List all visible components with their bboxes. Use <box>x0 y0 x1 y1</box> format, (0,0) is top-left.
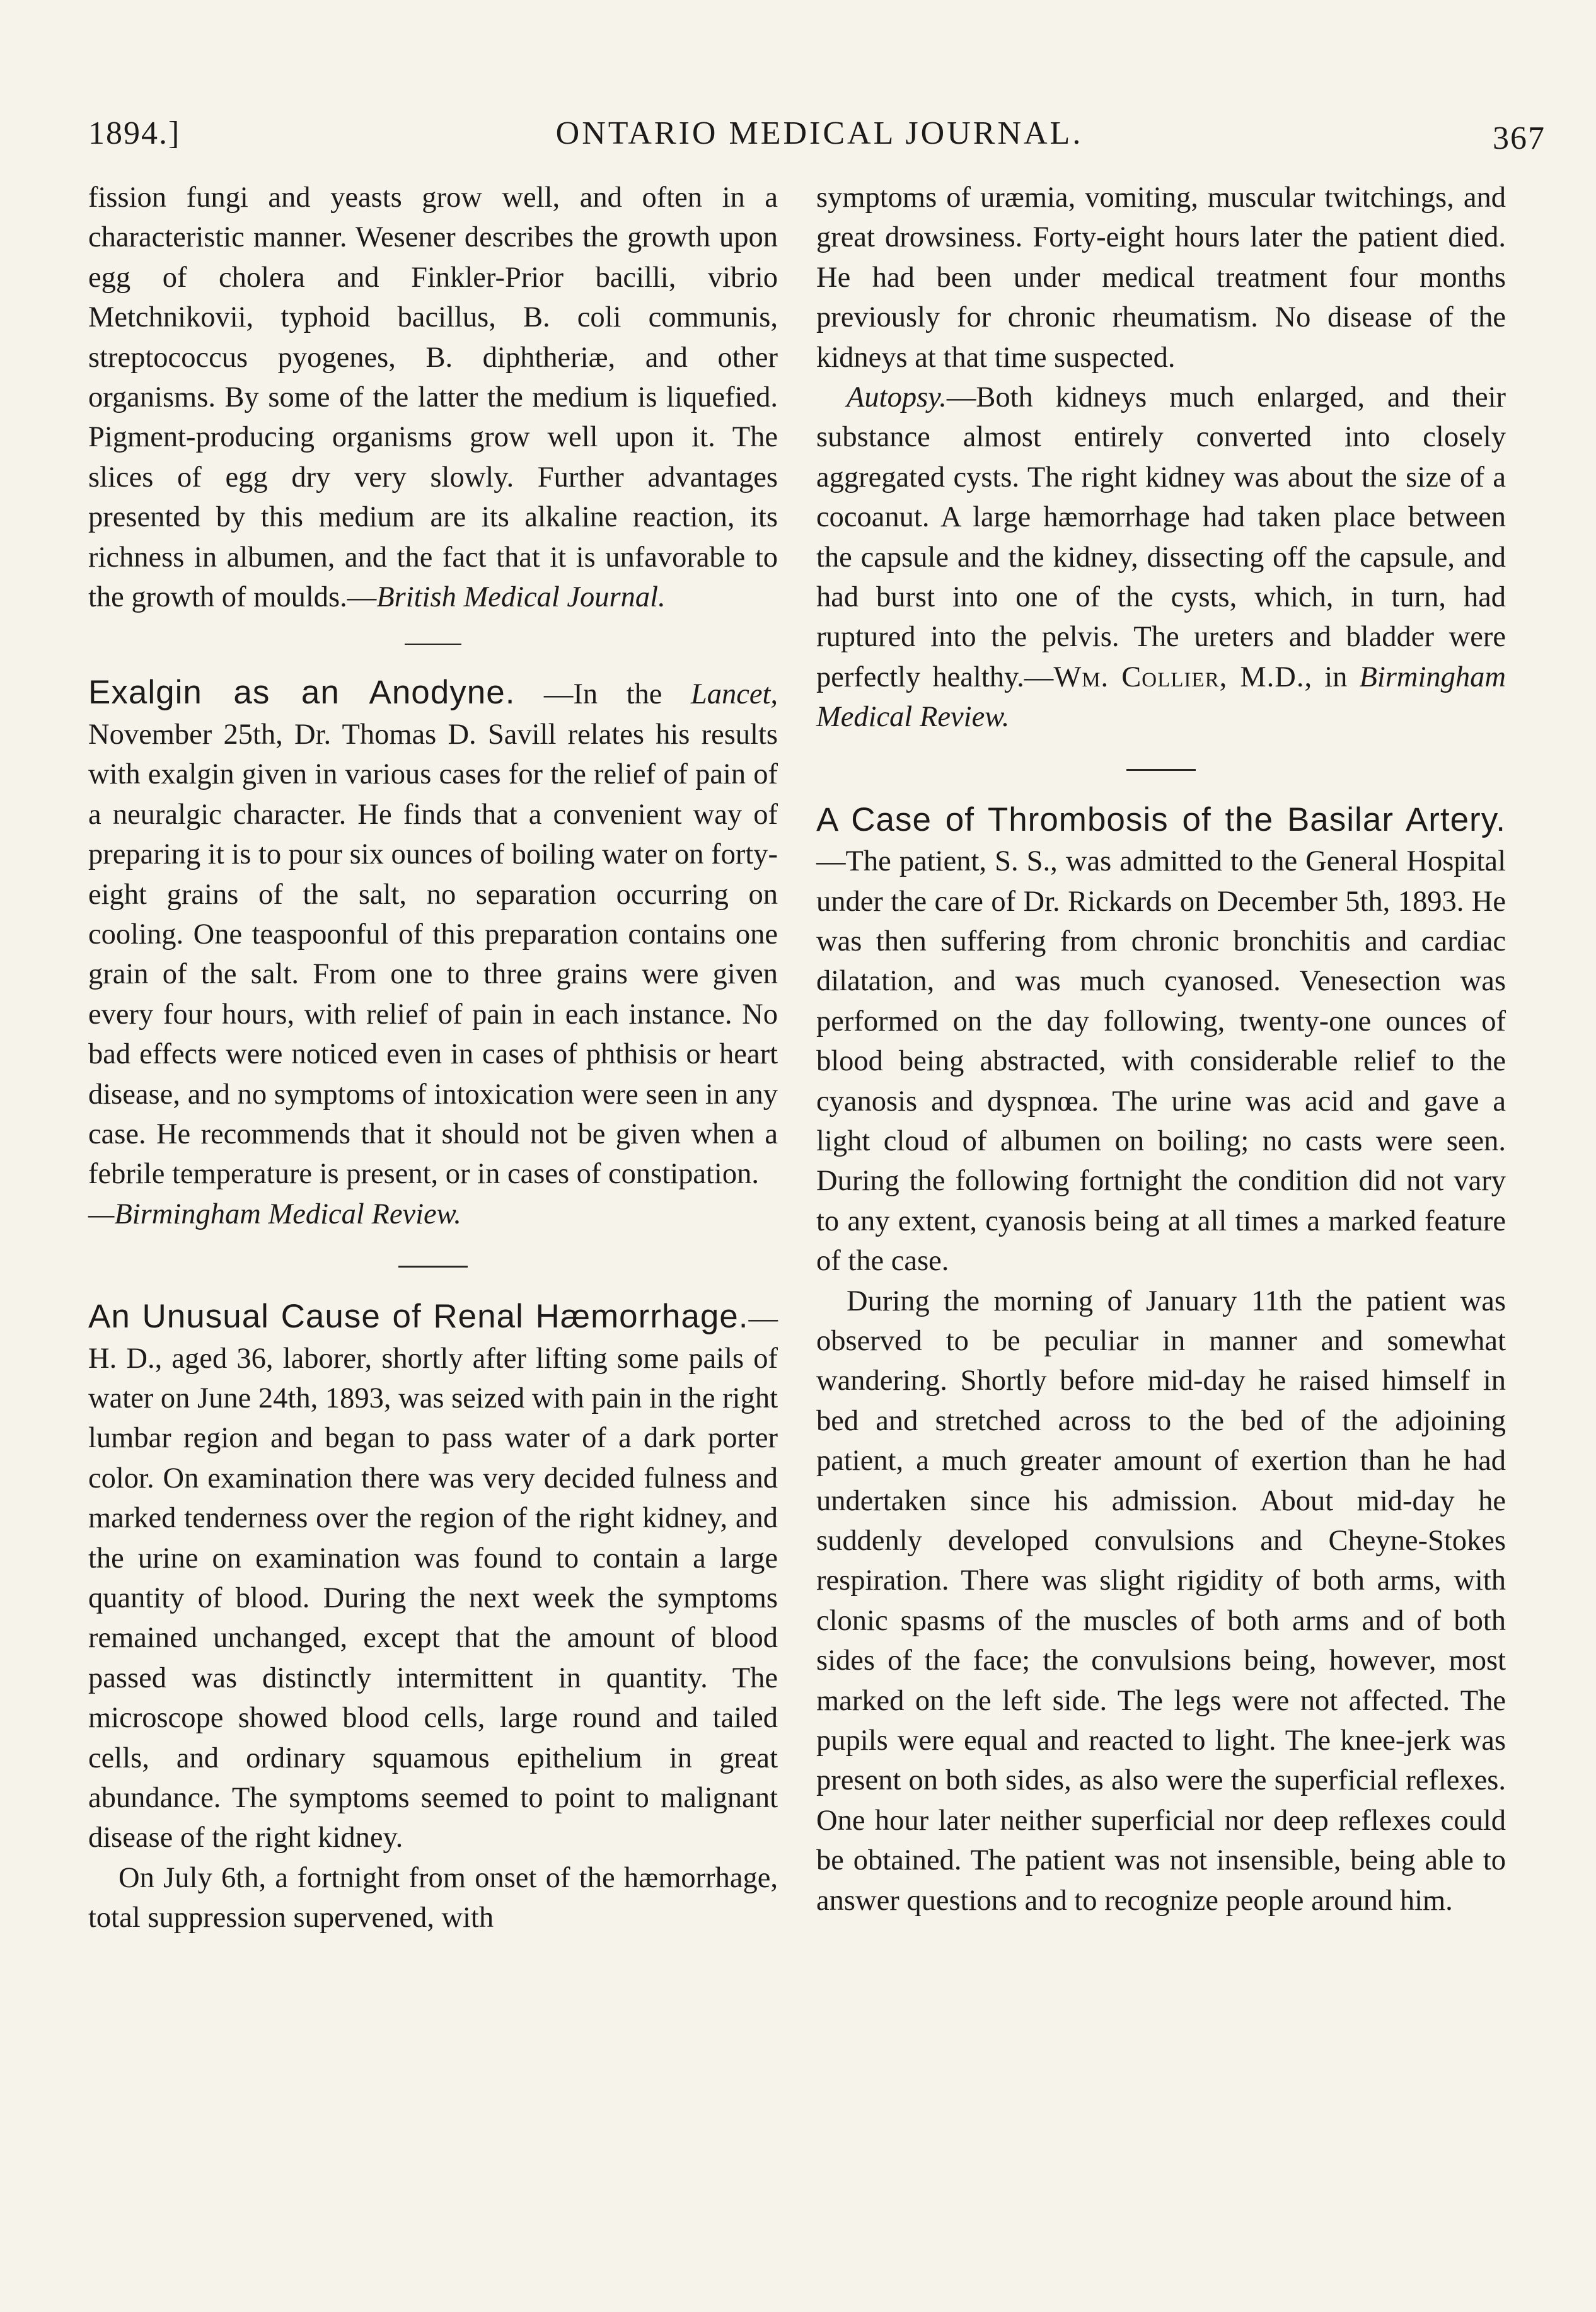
renal-paragraph-2: On July 6th, a fortnight from onset of the hæmorrhage, total suppression supervened, with <box>88 1861 778 1934</box>
continuation-text: fission fungi and yeasts grow well, and often in a characteristic manner. Wesener describes the growth upon egg of cholera and Finkler-Prior bacilli, vibrio Metchnikovii, typhoid bacillus, B. coli communis, streptococcus pyogenes, B. diphtheriæ, and other organisms. By some of the latter the medium is liquefied. Pigment-producing organisms grow well upon it. The slices of egg dry very slowly. Further advantages presented by this medium are its alkaline reaction, its richness in albumen, and the fact that it is unfavorable to the growth of moulds.— <box>88 182 778 614</box>
autopsy-label: Autopsy. <box>847 381 947 414</box>
running-head <box>88 106 1551 156</box>
exalgin-source: —Birmingham Medical Review. <box>88 1198 461 1230</box>
thrombosis-paragraph-2: During the morning of January 11th the patient was observed to be peculiar in manner and somewhat wandering. Shortly before mid-day he raised himself in bed and stretched across to the bed of the adjoining patient, a much greater amount of exertion than he had undertaken since his admission. About mid-day he suddenly developed convulsions and Cheyne-Stokes respiration. There was slight rigidity of both arms, with clonic spasms of the muscles of both arms and of both sides of the face; the convulsions being, however, most marked on the left side. The legs were not affected. The pupils were equal and reacted to light. The knee-jerk was present on both sides, as also were the superficial reflexes. One hour later neither superficial nor deep reflexes could be obtained. The patient was not insensible, being able to answer questions and to recognize people around him. <box>816 1285 1506 1917</box>
renal-source: Birmingham Medical Review. <box>816 661 1506 734</box>
author-name: Wm. Collier, M.D., <box>1053 661 1313 693</box>
section-divider <box>398 1266 468 1268</box>
journal-title: ONTARIO MEDICAL JOURNAL. <box>555 115 1084 151</box>
autopsy-paragraph <box>816 378 1506 737</box>
year-label: 1894.] <box>88 115 181 151</box>
renal-paragraph-3: symptoms of uræmia, vomiting, muscular twitchings, and great drowsiness. Forty-eight hours later the patient died. He had been under medical treatment four months previously for chronic rheumatism. No disease of the kidneys at that time suspected. <box>816 182 1506 374</box>
paragraph-continuation <box>88 178 778 617</box>
article-heading-exalgin: Exalgin as an Anodyne. <box>88 674 516 712</box>
renal-text-1: —H. D., aged 36, laborer, shortly after lifting some pails of water on June 24th, 1893, was seized with pain in the right lumbar region and began to pass water of a dark porter color. On examination there was very decided fulness and marked tenderness over the region of the right kidney, and the urine on examination was found to contain a large quantity of blood. During the next week the symptoms remained unchanged, except that the amount of blood passed was distinctly intermittent in quantity. The microscope showed blood cells, large round and tailed cells, and ordinary squamous epithelium in great abundance. The symptoms seemed to point to malignant disease of the right kidney. <box>88 1302 778 1854</box>
exalgin-source-line <box>88 1194 778 1234</box>
continuation-source: British Medical Journal. <box>376 581 666 614</box>
exalgin-text-a: —In the <box>515 678 691 711</box>
exalgin-text-b: November 25th, Dr. Thomas D. Savill relates his results with exalgin given in various cases for the relief of pain of a neuralgic character. He finds that a convenient way of preparing it is to pour six ounces of boiling water on forty-eight grains of the salt, no separation occurring on cooling. One teaspoonful of this preparation contains one grain of the salt. From one to three grains were given every four hours, with relief of pain in each instance. No bad effects were noticed even in cases of phthisis or heart disease, and no symptoms of intoxication were seen in any case. He recommends that it should not be given when a febrile temperature is present, or in cases of constipation. <box>88 718 778 1191</box>
section-divider <box>1126 769 1196 771</box>
left-column <box>88 178 778 1938</box>
in-word: in <box>1312 661 1360 693</box>
right-column <box>816 178 1506 1921</box>
article-thrombosis <box>816 800 1506 1281</box>
section-divider <box>405 644 461 645</box>
thrombosis-text-1: —The patient, S. S., was admitted to the General Hospital under the care of Dr. Rickards on December 5th, 1893. He was then suffering from chronic bronchitis and cardiac dilatation, and was much cyanosed. Venesection was performed on the day following, twenty-one ounces of blood being abstracted, with considerable relief to the cyanosis and dyspnœa. The urine was acid and gave a light cloud of albumen on boiling; no casts were seen. During the following fortnight the condition did not vary to any extent, cyanosis being at all times a marked feature of the case. <box>816 845 1506 1278</box>
exalgin-lancet: Lancet, <box>690 678 778 711</box>
article-heading-renal: An Unusual Cause of Renal Hæmorrhage. <box>88 1298 749 1336</box>
article-exalgin <box>88 673 778 1194</box>
page-number: 367 <box>1493 120 1546 156</box>
article-renal <box>88 1297 778 1858</box>
autopsy-text: —Both kidneys much enlarged, and their substance almost entirely converted into closely aggregated cysts. The right kidney was about the size of a cocoanut. A large hæmorrhage had taken place between the capsule and the kidney, dissecting off the capsule, and had burst into one of the cysts, which, in turn, had ruptured into the pelvis. The ureters and bladder were perfectly healthy.— <box>816 381 1506 693</box>
article-heading-thrombosis: A Case of Thrombosis of the Basilar Artery. <box>816 801 1506 838</box>
